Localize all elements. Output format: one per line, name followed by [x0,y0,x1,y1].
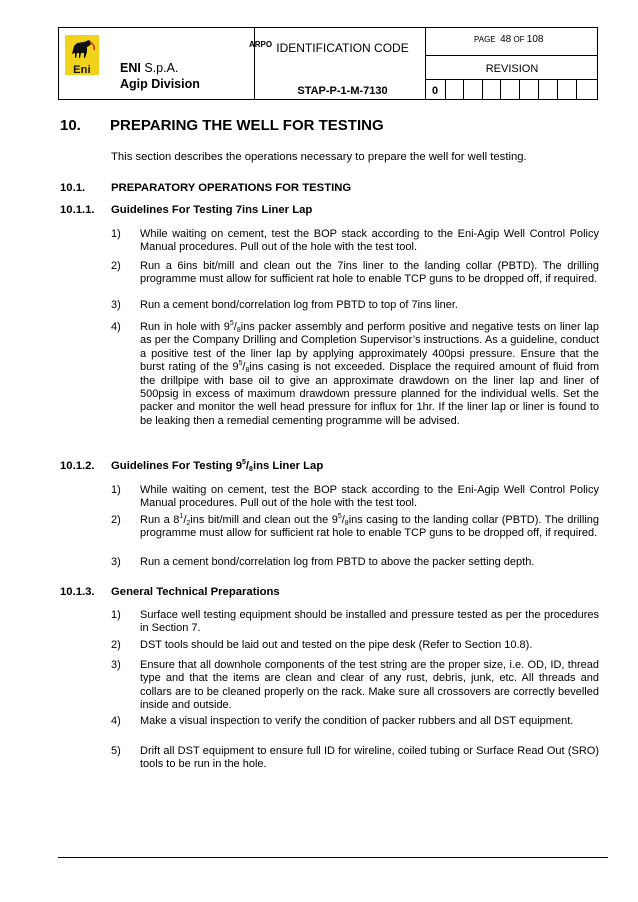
eni-logo [65,35,99,75]
subsubsection-title: Guidelines For Testing $9^5/_8ins$ Liner Lap [111,459,324,473]
list-item: Run in hole with $9^5/_8ins$ packer assembly and perform positive and negative tests on liner lap as per the Company Drilling and Completion Supervisor’s instructions. As a guideline, conduct a positive test of the liner lap by applying approximately 400psi pressure. Ensure that the burst rating of the $9^5/_8ins$ casing is not exceeded. Displace the required amount of fluid from the drillpipe with base oil to give an approximate drawdown on the liner lap and liner of 500psig in excess of maximum drawdown pressure planned for the individual wells. Set the packer and monitor the well head pressure for influx for 1hr. If the liner lap or liner is found to be leaking then a remedial cementing programme will be advised. [140,320,599,427]
list-item: Drift all DST equipment to ensure full ID for wireline, coiled tubing or Surface Read Out (SRO) tools to be run in the hole. [140,745,599,771]
list-item-number: 3) [111,556,121,568]
subsubsection-number: 10.1.1. [60,204,95,216]
list-item-number: 3) [111,299,121,311]
revision-cell-divider [538,79,539,99]
division-name: Agip Division [120,77,200,91]
list-item-number: 3) [111,659,121,671]
header-divider [425,79,597,80]
revision-cell-divider [500,79,501,99]
revision-label: REVISION [485,63,539,75]
footer-rule [58,857,608,858]
logo-text: Eni [73,64,91,76]
header-divider [425,28,426,99]
list-item-number: 1) [111,228,121,240]
list-item-number: 1) [111,609,121,621]
subsection-title: PREPARATORY OPERATIONS FOR TESTING [111,182,352,194]
list-item-number: 2) [111,514,121,526]
revision-cell-divider [445,79,446,99]
department-label: ARPO [249,40,273,49]
list-item: Run a cement bond/correlation log from PBTD to top of 7ins liner. [140,299,458,311]
company-name: ENI S.p.A. [120,61,179,75]
revision-value: 0 [432,85,439,97]
subsubsection-title: General Technical Preparations [111,586,280,598]
identification-code-label: IDENTIFICATION CODE [276,41,409,55]
identification-code-value: STAP-P-1-M-7130 [297,85,388,97]
document-header [58,27,598,100]
list-item: Make a visual inspection to verify the condition of packer rubbers and all DST equipment. [140,715,574,727]
subsubsection-title: Guidelines For Testing 7ins Liner Lap [111,204,313,216]
section-title: PREPARING THE WELL FOR TESTING [110,117,384,134]
revision-cell-divider [576,79,577,99]
subsection-number: 10.1. [60,182,86,194]
revision-cell-divider [463,79,464,99]
list-item: While waiting on cement, test the BOP stack according to the Eni-Agip Well Control Policy Manual procedures. Pull out of the hole with the test tool. [140,228,599,254]
revision-cell-divider [482,79,483,99]
revision-cell-divider [557,79,558,99]
subsubsection-number: 10.1.3. [60,586,95,598]
list-item: Run a cement bond/correlation log from PBTD to above the packer setting depth. [140,556,535,568]
section-number: 10. [60,117,81,134]
header-divider [254,28,255,99]
list-item: Run a $8^1/_2ins$ bit/mill and clean out the $9^5/_8ins$ casing to the landing collar (PBTD). The drilling programme must allow for sufficient rat hole to enable TCP guns to be dropped off, if required. [140,513,599,540]
section-intro: This section describes the operations necessary to prepare the well for well testing. [111,151,527,163]
list-item-number: 4) [111,321,121,333]
list-item: Run a 6ins bit/mill and clean out the 7ins liner to the landing collar (PBTD). The drilling programme must allow for sufficient rat hole to enable TCP guns to be dropped off, if required. [140,260,599,286]
subsubsection-number: 10.1.2. [60,460,95,472]
list-item: While waiting on cement, test the BOP stack according to the Eni-Agip Well Control Policy Manual procedures. Pull out of the hole with the test tool. [140,484,599,510]
page-indicator: PAGE 48 OF 108 [474,34,544,45]
revision-cell-divider [519,79,520,99]
list-item-number: 2) [111,260,121,272]
list-item-number: 4) [111,715,121,727]
header-divider [425,55,597,56]
list-item: DST tools should be laid out and tested on the pipe desk (Refer to Section 10.8). [140,639,533,651]
list-item-number: 5) [111,745,121,757]
list-item: Surface well testing equipment should be installed and pressure tested as per the procedures in Section 7. [140,609,599,635]
list-item-number: 2) [111,639,121,651]
list-item-number: 1) [111,484,121,496]
list-item: Ensure that all downhole components of the test string are the proper size, i.e. OD, ID, thread type and that the items are clean and clear of any rust, debris, junk, etc. All threads and collars are to be cleaned properly on the rack. Make sure all crossovers are correctly bevelled inside and outside. [140,659,599,712]
